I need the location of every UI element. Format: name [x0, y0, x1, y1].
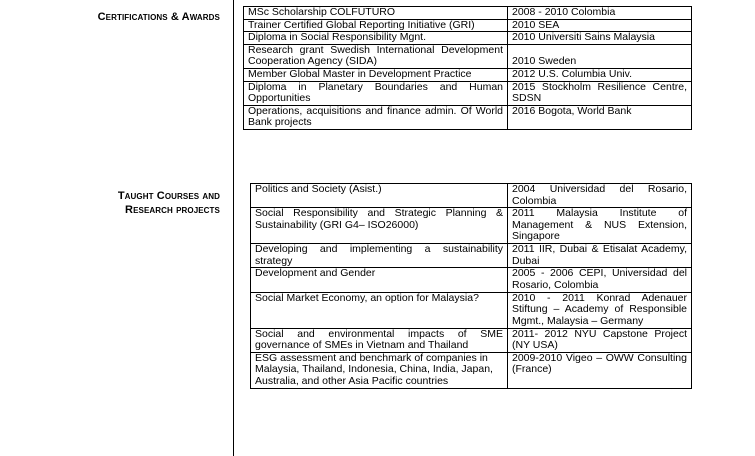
cert-title: Diploma in Planetary Boundaries and Human Opportunities: [244, 81, 508, 105]
table-row: [251, 208, 692, 244]
table-row: [251, 244, 692, 268]
table-row: [251, 292, 692, 328]
course-detail: 2005 - 2006 CEPI, Universidad del Rosario, Colombia: [508, 268, 692, 292]
course-title: Social and environmental impacts of SME governance of SMEs in Vietnam and Thailand: [251, 328, 508, 352]
course-detail: 2011 Malaysia Institute of Management & NUS Extension, Singapore: [508, 208, 692, 244]
course-title: Social Responsibility and Strategic Planning & Sustainability (GRI G4– ISO26000): [251, 208, 508, 244]
courses-heading: Taught Courses and Research projects: [117, 190, 220, 216]
cert-title: Research grant Swedish International Development Cooperation Agency (SIDA): [244, 44, 508, 68]
cert-detail: 2015 Stockholm Resilience Centre, SDSN: [508, 81, 692, 105]
certifications-heading: Certifications & Awards: [97, 11, 220, 23]
table-row: [251, 268, 692, 292]
course-detail: 2011 IIR, Dubai & Etisalat Academy, Dubai: [508, 244, 692, 268]
cert-detail: 2010 Universiti Sains Malaysia: [508, 32, 692, 45]
cert-detail: 2010 SEA: [508, 19, 692, 32]
course-title: Social Market Economy, an option for Malaysia?: [251, 292, 508, 328]
table-row: [244, 68, 692, 81]
cert-title: Trainer Certified Global Reporting Initiative (GRI): [244, 19, 508, 32]
table-row: [244, 105, 692, 129]
course-detail: 2004 Universidad del Rosario, Colombia: [508, 184, 692, 208]
course-detail: 2011- 2012 NYU Capstone Project (NY USA): [508, 328, 692, 352]
cert-detail: 2010 Sweden: [508, 44, 692, 68]
cert-title: Member Global Master in Development Practice: [244, 68, 508, 81]
cert-detail: 2008 - 2010 Colombia: [508, 7, 692, 20]
table-row: [244, 7, 692, 20]
cert-title: Operations, acquisitions and finance admin. Of World Bank projects: [244, 105, 508, 129]
course-title: Development and Gender: [251, 268, 508, 292]
cert-title: Diploma in Social Responsibility Mgnt.: [244, 32, 508, 45]
courses-table: [250, 183, 692, 389]
table-row: [244, 44, 692, 68]
course-title: Politics and Society (Asist.): [251, 184, 508, 208]
table-row: [251, 328, 692, 352]
table-row: [251, 352, 692, 388]
table-row: [244, 19, 692, 32]
cert-detail: 2012 U.S. Columbia Univ.: [508, 68, 692, 81]
course-detail: 2010 - 2011 Konrad Adenauer Stiftung – Academy of Responsible Mgmt., Malaysia – Germany: [508, 292, 692, 328]
course-title: Developing and implementing a sustainability strategy: [251, 244, 508, 268]
certifications-table: [243, 6, 692, 130]
cert-detail: 2016 Bogota, World Bank: [508, 105, 692, 129]
cert-title: MSc Scholarship COLFUTURO: [244, 7, 508, 20]
table-row: [244, 81, 692, 105]
section-divider-line: [233, 0, 234, 456]
table-row: [244, 32, 692, 45]
table-row: [251, 184, 692, 208]
course-detail: 2009-2010 Vigeo – OWW Consulting (France): [508, 352, 692, 388]
course-title: ESG assessment and benchmark of companies in Malaysia, Thailand, Indonesia, China, India, Japan, Australia, and other Asia Pacific countries: [251, 352, 508, 388]
